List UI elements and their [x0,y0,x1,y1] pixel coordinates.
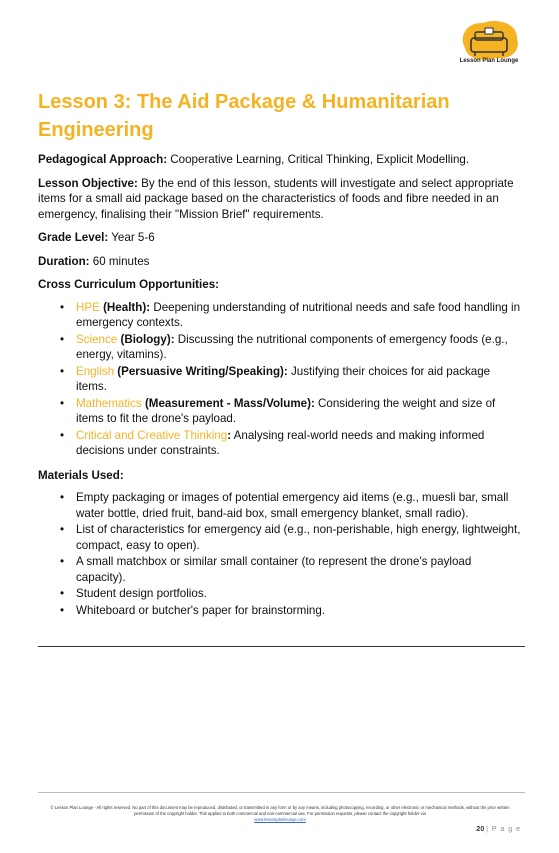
subject-name: Science [76,332,118,346]
list-item [76,396,524,427]
objective-label: Lesson Objective: [38,176,138,190]
grade-text: Year 5-6 [108,231,155,244]
materials-list [38,490,524,618]
subject-name: English [76,364,115,378]
list-item [76,364,524,395]
website-link[interactable]: www.lessonplanlounge.com [254,817,306,822]
pedagogical-approach [38,152,524,168]
lesson-objective [38,176,524,223]
section-divider [38,646,525,647]
grade-level [38,230,524,246]
subject-name: Mathematics [76,396,142,410]
cross-curriculum-heading: Cross Curriculum Opportunities: [38,278,220,291]
page-label: | P a g e [486,826,521,833]
materials-heading: Materials Used: [38,468,124,482]
objective-text: By the end of this lesson, students will investigate and select appropriate items for a small aid package based on the characteristics of foods and fibre needed in an emergency, finalising their "Mission Brief" requirements. [38,176,514,221]
list-item: • Student design portfolios. [76,586,524,602]
duration-text: 60 minutes [89,254,150,268]
subject-name: Critical and Creative Thinking [76,428,228,442]
pedagogical-text: Cooperative Learning, Critical Thinking, Explicit Modelling. [167,153,470,166]
subject-text: Analysing real-world needs and making informed decisions under constraints. [76,428,485,457]
subject-text: Deepening understanding of nutritional needs and safe food handling in emergency contexts. [76,300,521,329]
list-item [76,332,524,363]
duration [38,254,524,270]
copyright-footer [40,805,520,823]
list-item [76,428,524,459]
list-item: • Empty packaging or images of potential emergency aid items (e.g., muesli bar, small water bottle, dried fruit, band-aid box, small emergency blanket, small radio). [76,490,524,521]
subject-focus: (Biology): [117,332,175,346]
cross-curriculum-list [38,300,524,459]
grade-label: Grade Level: [38,231,109,244]
subject-focus: (Health): [99,300,151,314]
lesson-title: Lesson 3: The Aid Package & Humanitarian Engineering [38,91,450,141]
page-number [476,826,521,833]
logo-text: Lesson Plan Lounge [459,58,519,64]
subject-focus: : [227,428,232,442]
subject-focus: (Persuasive Writing/Speaking): [114,364,288,378]
lesson-content [38,152,524,627]
subject-text: Justifying their choices for aid package items. [76,364,491,393]
subject-text: Considering the weight and size of items to fit the drone's payload. [76,396,496,425]
page-number-value: 20 [476,826,485,833]
pedagogical-label: Pedagogical Approach: [38,153,168,166]
subject-name: HPE [76,300,100,314]
subject-focus: (Measurement - Mass/Volume): [141,396,315,410]
subject-text: Discussing the nutritional components of emergency foods (e.g., energy, vitamins). [76,332,508,361]
list-item: • Whiteboard or butcher's paper for brainstorming. [76,603,524,619]
footer-divider [38,792,525,793]
list-item: • List of characteristics for emergency aid (e.g., non-perishable, high energy, lightweight, compact, easy to open). [76,522,524,553]
list-item [76,300,524,331]
list-item: • A small matchbox or similar small container (to represent the drone's payload capacity). [76,554,524,585]
copyright-text: © Lesson Plan Lounge - All rights reserved. No part of this document may be reproduced, distributed, or transmitted in any form or by any means, including photocopying, recording, or other electronic or mechanical methods, without the prior written permission of the copyright holder. This applies to both commercial and non-commercial use. For permission requests, please contact the copyright holder via [50,805,510,816]
duration-label: Duration: [38,254,90,268]
